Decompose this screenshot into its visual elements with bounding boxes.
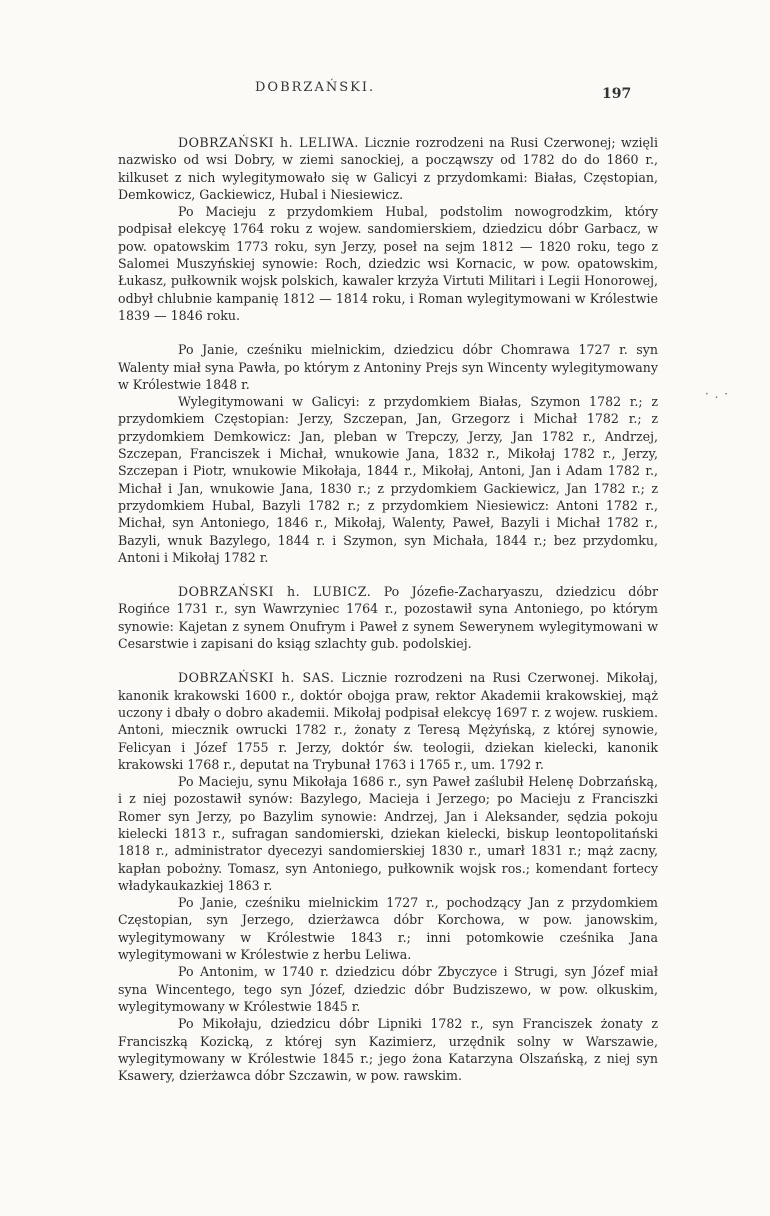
paragraph: [118, 894, 658, 963]
paragraph: [118, 203, 658, 324]
paragraph-text: Po Janie, cześniku mielnickim 1727 r., pochodzący Jan z przydomkiem Częstopian, syn Jerzego, dzierżawca dóbr Korchowa, w pow. janowskim, wylegitymowany w Królestwie 1843 r.; inni potomkowie cześnika Jana wylegitymowani w Królestwie z herbu Leliwa.: [118, 895, 658, 963]
page-body: [118, 134, 658, 1084]
page-number: 197: [602, 86, 632, 102]
entry-heading: DOBRZAŃSKI h. LUBICZ.: [178, 584, 372, 600]
paragraph-text: Po Mikołaju, dziedzicu dóbr Lipniki 1782 r., syn Franciszek żonaty z Franciszką Kozicką, z której syn Kazimierz, urzędnik solny w Warszawie, wylegitymowany w Królestwie 1845 r.; jego żona Katarzyna Olszańską, z niej syn Ksawery, dzierżawca dóbr Szczawin, w pow. rawskim.: [118, 1016, 658, 1084]
paragraph-text: Po Macieju z przydomkiem Hubal, podstolim nowogrodzkim, który podpisał elekcyę 1764 roku z wojew. sandomierskiem, dziedzicu dóbr Garbacz, w pow. opatowskim 1773 roku, syn Jerzy, poseł na sejm 1812 — 1820 roku, tego z Salomei Muszyńskiej synowie: Roch, dziedzic wsi Kornacic, w pow. opatowskim, Łukasz, pułkownik wojsk polskich, kawaler krzyża Virtuti Militari i Legii Honorowej, odbył chlubnie kampanię 1812 — 1814 roku, i Roman wylegitymowani w Królestwie 1839 — 1846 roku.: [118, 204, 658, 323]
entry-heading: DOBRZAŃSKI h. LELIWA.: [178, 135, 359, 150]
paragraph-text: Po Józefie-Zacharyaszu, dziedzicu dóbr Rogińce 1731 r., syn Wawrzyniec 1764 r., pozostawił syna Antoniego, po którym synowie: Kajetan z synem Onufrym i Paweł z synem Sewerynem wylegitymowani w Cesarstwie i zapisani do ksiąg szlachty gub. podolskiej.: [118, 584, 658, 652]
paragraph: [118, 963, 658, 1015]
running-head: DOBRZAŃSKI.: [255, 80, 376, 95]
paragraph-text: Po Janie, cześniku mielnickim, dziedzicu dóbr Chomrawa 1727 r. syn Walenty miał syna Pawła, po którym z Antoniny Prejs syn Wincenty wylegitymowany w Królestwie 1848 r.: [118, 342, 658, 392]
paragraph: [118, 669, 658, 773]
paragraph-text: Wylegitymowani w Galicyi: z przydomkiem Białas, Szymon 1782 r.; z przydomkiem Częstopian: Jerzy, Szczepan, Jan, Grzegorz i Michał 1782 r.; z przydomkiem Demkowicz: Jan, pleban w Trepczy, Jerzy, Jan 1782 r., Andrzej, Szczepan, Franciszek i Michał, wnukowie Jana, 1832 r., Mikołaj 1782 r., Jerzy, Szczepan i Piotr, wnukowie Mikołaja, 1844 r., Mikołaj, Antoni, Jan i Adam 1782 r., Michał i Jan, wnukowie Jana, 1830 r.; z przydomkiem Gackiewicz, Jan 1782 r.; z przydomkiem Hubal, Bazyli 1782 r.; z przydomkiem Niesiewicz: Antoni 1782 r., Michał, syn Antoniego, 1846 r., Mikołaj, Walenty, Paweł, Bazyli i Michał 1782 r., Bazyli, wnuk Bazylego, 1844 r. i Szymon, syn Michała, 1844 r.; bez przydomku, Antoni i Mikołaj 1782 r.: [118, 394, 658, 565]
paragraph-text: Licznie rozrodzeni na Rusi Czerwonej. Mikołaj, kanonik krakowski 1600 r., doktór obojga praw, rektor Akademii krakowskiej, mąż uczony i dbały o dobro akademii. Mikołaj podpisał elekcyę 1697 r. z wojew. ruskiem. Antoni, miecznik owrucki 1782 r., żonaty z Teresą Mężyńską, z której synowie, Felicyan i Józef 1755 r. Jerzy, doktór św. teologii, dziekan kielecki, kanonik krakowski 1768 r., deputat na Trybunał 1763 i 1765 r., um. 1792 r.: [118, 670, 658, 772]
paragraph: [118, 773, 658, 894]
paragraph: [118, 1015, 658, 1084]
paragraph-text: Po Antonim, w 1740 r. dziedzicu dóbr Zbyczyce i Strugi, syn Józef miał syna Wincentego, tego syn Józef, dziedzic dóbr Budziszewo, w pow. olkuskim, wylegitymowany w Królestwie 1845 r.: [118, 964, 658, 1014]
entry-heading: DOBRZAŃSKI h. SAS.: [178, 670, 335, 686]
paragraph-text: Licznie rozrodzeni na Rusi Czerwonej; wzięli nazwisko od wsi Dobry, w ziemi sanockiej, a począwszy od 1782 do do 1860 r., kilkuset z nich wylegitymowało się w Galicyi z przydomkami: Białas, Częstopian, Demkowicz, Gackiewicz, Hubal i Niesiewicz.: [118, 135, 658, 202]
paragraph: [118, 393, 658, 566]
page-header: [0, 80, 770, 104]
paragraph-text: Po Macieju, synu Mikołaja 1686 r., syn Paweł zaślubił Helenę Dobrzańską, i z niej pozostawił synów: Bazylego, Macieja i Jerzego; po Macieju z Franciszki Romer syn Jerzy, po Bazylim synowie: Andrzej, Jan i Aleksander, sędzia pokoju kielecki 1813 r., sufragan sandomierski, dziekan kielecki, biskup leontopolitański 1818 r., administrator dyecezyi sandomierskiej 1830 r., umarł 1831 r.; mąż zacny, kapłan pobożny. Tomasz, syn Antoniego, pułkownik wojsk ros.; komendant fortecy władykaukazkiej 1863 r.: [118, 774, 658, 893]
paragraph: [118, 134, 658, 203]
paragraph: [118, 341, 658, 393]
paragraph: [118, 583, 658, 652]
margin-mark: · . ·: [705, 387, 730, 401]
